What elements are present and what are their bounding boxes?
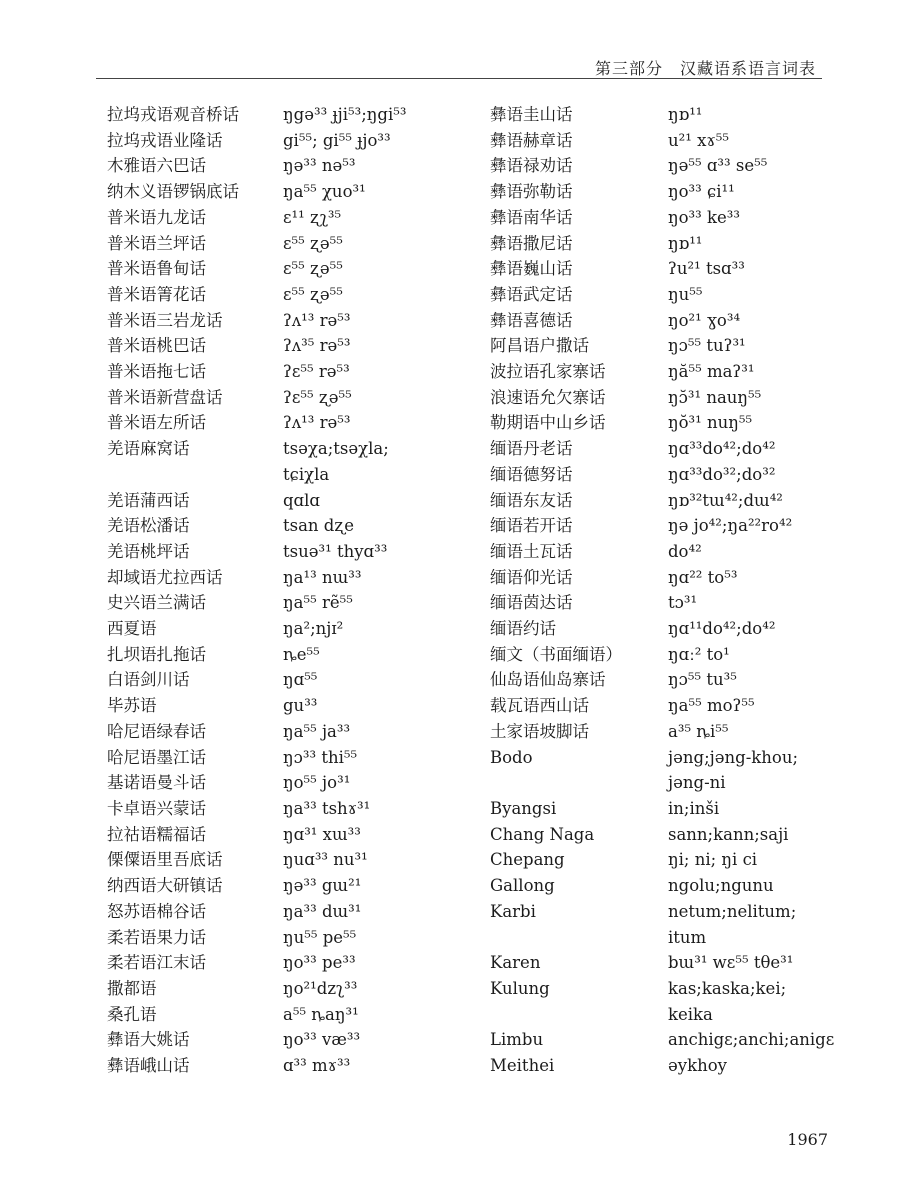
word-entry xyxy=(490,179,840,205)
word-entry xyxy=(107,205,462,231)
language-name: 羌语蒲西话 xyxy=(107,490,190,510)
language-name: 缅语德努话 xyxy=(490,464,573,484)
word-entry xyxy=(107,513,462,539)
word-entry xyxy=(107,950,462,976)
word-entry xyxy=(490,359,840,385)
language-name: 载瓦语西山话 xyxy=(490,696,589,716)
word-form: gu³³ xyxy=(283,696,318,716)
word-form: ŋa⁵⁵ ja³³ xyxy=(283,721,351,741)
word-entry xyxy=(107,1053,462,1079)
language-name: 普米语三岩龙话 xyxy=(107,310,223,330)
word-form: ŋɔ⁵⁵ tuʔ³¹ xyxy=(668,336,746,356)
word-form: ŋa²;njɪ² xyxy=(283,619,344,639)
word-entry xyxy=(490,642,840,668)
language-name: 普米语箐花话 xyxy=(107,284,206,304)
language-name: 缅语土瓦话 xyxy=(490,541,573,561)
language-name: 阿昌语户撒话 xyxy=(490,336,589,356)
language-name: 白语剑川话 xyxy=(107,670,190,690)
word-form: ʔʌ¹³ rə⁵³ xyxy=(283,413,351,433)
word-entry xyxy=(490,616,840,642)
word-form: in;inši xyxy=(668,798,720,818)
word-entry xyxy=(107,128,462,154)
word-form: ŋɑ¹¹do⁴²;do⁴² xyxy=(668,619,776,639)
word-form: ŋa⁵⁵ moʔ⁵⁵ xyxy=(668,696,755,716)
word-entry xyxy=(107,410,462,436)
word-entry xyxy=(490,590,840,616)
word-form: ŋo³³ ke³³ xyxy=(668,207,741,227)
language-name: Karen xyxy=(490,953,541,973)
word-entry xyxy=(490,719,840,745)
language-name: Chepang xyxy=(490,850,565,870)
word-entry xyxy=(107,436,462,487)
language-name: 哈尼语绿春话 xyxy=(107,721,206,741)
language-name: 缅语若开话 xyxy=(490,516,573,536)
language-name: 缅语茵达话 xyxy=(490,593,573,613)
word-entry xyxy=(107,333,462,359)
word-form: ŋo⁵⁵ jo³¹ xyxy=(283,773,351,793)
word-entry xyxy=(490,462,840,488)
word-entry xyxy=(490,231,840,257)
language-name: 普米语桃巴话 xyxy=(107,336,206,356)
language-name: 怒苏语棉谷话 xyxy=(107,901,206,921)
word-form: ŋɑ³³do⁴²;do⁴² xyxy=(668,439,776,459)
word-form: ŋi; ni; ŋi ci xyxy=(668,850,758,870)
word-entry xyxy=(107,873,462,899)
word-entry xyxy=(490,385,840,411)
word-form: ŋə³³ nə⁵³ xyxy=(283,156,356,176)
language-name: 缅语仰光话 xyxy=(490,567,573,587)
language-name: 普米语九龙话 xyxy=(107,207,206,227)
word-form: kas;kaska;kei; keika xyxy=(668,978,787,1024)
word-entry xyxy=(490,822,840,848)
word-entry xyxy=(490,513,840,539)
word-form: ŋɑː² to¹ xyxy=(668,644,730,664)
word-form: ŋə³³ gɯ²¹ xyxy=(283,876,362,896)
word-entry xyxy=(490,102,840,128)
word-form: ŋo³³ væ³³ xyxy=(283,1030,361,1050)
word-form: ŋɔ³³ thi⁵⁵ xyxy=(283,747,358,767)
word-entry xyxy=(490,976,840,1027)
language-name: 史兴语兰满话 xyxy=(107,593,206,613)
word-entry xyxy=(107,539,462,565)
word-form: ŋa¹³ nɯ³³ xyxy=(283,567,362,587)
word-entry xyxy=(107,693,462,719)
word-entry xyxy=(490,693,840,719)
word-form: a⁵⁵ ȵaŋ³¹ xyxy=(283,1004,359,1024)
word-form: ngolu;ngunu xyxy=(668,876,774,896)
language-name: 撒都语 xyxy=(107,978,157,998)
language-name: 彝语禄劝话 xyxy=(490,156,573,176)
word-form: ɛ¹¹ ʐʅ³⁵ xyxy=(283,207,342,227)
language-name: 普米语拖七话 xyxy=(107,362,206,382)
word-entry xyxy=(107,385,462,411)
word-form: ŋu⁵⁵ pe⁵⁵ xyxy=(283,927,357,947)
word-form: ɛ⁵⁵ ʐə⁵⁵ xyxy=(283,284,343,304)
word-form: ʔʌ¹³ rə⁵³ xyxy=(283,310,351,330)
word-entry xyxy=(490,1027,840,1053)
word-entry xyxy=(490,873,840,899)
word-form: bɯ³¹ wɛ⁵⁵ tθe³¹ xyxy=(668,953,794,973)
word-form: qɑlɑ xyxy=(283,490,320,510)
language-name: 羌语麻窝话 xyxy=(107,439,190,459)
word-entry xyxy=(490,565,840,591)
word-entry xyxy=(107,1027,462,1053)
word-entry xyxy=(107,745,462,771)
word-entry xyxy=(490,282,840,308)
word-entry xyxy=(107,179,462,205)
language-name: Limbu xyxy=(490,1030,544,1050)
word-form: ŋɒ³²tɯ⁴²;dɯ⁴² xyxy=(668,490,783,510)
language-name: Karbi xyxy=(490,901,536,921)
language-name: 桑孔语 xyxy=(107,1004,157,1024)
word-form: ŋgə³³ ɟji⁵³;ŋgi⁵³ xyxy=(283,105,407,124)
word-form: ŋŏ³¹ nuŋ⁵⁵ xyxy=(668,413,753,433)
word-form: ŋɑ²² to⁵³ xyxy=(668,567,738,587)
language-name: 彝语巍山话 xyxy=(490,259,573,279)
language-name: 普米语左所话 xyxy=(107,413,206,433)
word-form: ŋɒ¹¹ xyxy=(668,233,703,253)
language-name: 卡卓语兴蒙话 xyxy=(107,798,206,818)
word-form: a³⁵ ȵi⁵⁵ xyxy=(668,721,729,741)
word-entry xyxy=(107,256,462,282)
word-form: ȵe⁵⁵ xyxy=(283,644,320,664)
word-entry xyxy=(107,231,462,257)
language-name: 彝语圭山话 xyxy=(490,105,573,124)
word-form: ʔɛ⁵⁵ ʐə⁵⁵ xyxy=(283,387,352,407)
word-entry xyxy=(490,436,840,462)
right-column xyxy=(490,102,840,1079)
word-entry xyxy=(107,899,462,925)
language-name: 彝语赫章话 xyxy=(490,130,573,150)
word-entry xyxy=(107,1002,462,1028)
word-entry xyxy=(107,153,462,179)
left-column xyxy=(107,102,462,1079)
word-entry xyxy=(107,359,462,385)
word-entry xyxy=(107,616,462,642)
language-name: 缅语东友话 xyxy=(490,490,573,510)
word-form: anchigɛ;anchi;anigɛ xyxy=(668,1030,835,1050)
language-name: Bodo xyxy=(490,747,533,767)
word-entry xyxy=(107,925,462,951)
word-form: ɛ⁵⁵ ʐə⁵⁵ xyxy=(283,259,343,279)
language-name: 缅语丹老话 xyxy=(490,439,573,459)
word-form: do⁴² xyxy=(668,541,702,561)
word-form: ŋɑ³¹ xɯ³³ xyxy=(283,824,361,844)
word-entry xyxy=(490,950,840,976)
word-form: gi⁵⁵; gi⁵⁵ ɟjo³³ xyxy=(283,130,391,150)
word-form: əykhoy xyxy=(668,1056,727,1076)
word-entry xyxy=(490,410,840,436)
language-name: 勒期语中山乡话 xyxy=(490,413,606,433)
language-name: 扎坝语扎拖话 xyxy=(107,644,206,664)
word-form: netum;nelitum; itum xyxy=(668,901,797,947)
language-name: 拉祜语糯福话 xyxy=(107,824,206,844)
language-name: 土家语坡脚话 xyxy=(490,721,589,741)
word-form: u²¹ xɤ⁵⁵ xyxy=(668,130,729,150)
word-form: ŋo³³ pe³³ xyxy=(283,953,356,973)
word-form: ʔʌ³⁵ rə⁵³ xyxy=(283,336,351,356)
language-name: 仙岛语仙岛寨话 xyxy=(490,670,606,690)
language-name: Byangsi xyxy=(490,798,557,818)
word-entry xyxy=(490,899,840,950)
language-name: Kulung xyxy=(490,978,550,998)
running-header: 第三部分 汉藏语系语言词表 xyxy=(594,59,816,78)
header-rule xyxy=(96,78,822,79)
word-form: ŋa⁵⁵ χuo³¹ xyxy=(283,182,366,202)
language-name: Meithei xyxy=(490,1056,555,1076)
word-form: tsuə³¹ thyɑ³³ xyxy=(283,541,388,561)
language-name: 柔若语果力话 xyxy=(107,927,206,947)
word-form: jəng;jəng-khou; jəng-ni xyxy=(668,747,799,793)
page-number: 1967 xyxy=(787,1130,828,1149)
word-entry xyxy=(490,128,840,154)
language-name: 羌语松潘话 xyxy=(107,516,190,536)
word-form: ŋuɑ³³ nu³¹ xyxy=(283,850,368,870)
word-form: ŋă⁵⁵ maʔ³¹ xyxy=(668,362,755,382)
language-name: 缅语约话 xyxy=(490,619,556,639)
word-entry xyxy=(107,847,462,873)
word-form: tsəχa;tsəχla; tɕiχla xyxy=(283,439,389,484)
language-name: 傈僳语里吾底话 xyxy=(107,850,223,870)
word-form: ŋo³³ ɕi¹¹ xyxy=(668,182,735,202)
word-form: ŋa³³ dɯ³¹ xyxy=(283,901,362,921)
language-name: 彝语南华话 xyxy=(490,207,573,227)
language-name: 波拉语孔家寨话 xyxy=(490,362,606,382)
word-entry xyxy=(490,847,840,873)
language-name: 拉坞戎语观音桥话 xyxy=(107,105,239,124)
word-entry xyxy=(490,308,840,334)
word-entry xyxy=(107,282,462,308)
word-form: ŋa⁵⁵ rẽ⁵⁵ xyxy=(283,593,353,613)
language-name: 西夏语 xyxy=(107,619,157,639)
language-name: 彝语弥勒话 xyxy=(490,182,573,202)
word-form: ŋɒ¹¹ xyxy=(668,105,703,124)
word-entry xyxy=(490,333,840,359)
language-name: 柔若语江末话 xyxy=(107,953,206,973)
word-entry xyxy=(490,205,840,231)
word-entry xyxy=(107,102,462,128)
language-name: 哈尼语墨江话 xyxy=(107,747,206,767)
word-form: ɑ³³ mɤ³³ xyxy=(283,1056,351,1076)
word-entry xyxy=(490,488,840,514)
word-form: ɛ⁵⁵ ʐə⁵⁵ xyxy=(283,233,343,253)
word-entry xyxy=(107,822,462,848)
word-entry xyxy=(490,153,840,179)
language-name: Gallong xyxy=(490,876,555,896)
word-form: ŋɑ⁵⁵ xyxy=(283,670,318,690)
language-name: 纳西语大研镇话 xyxy=(107,876,223,896)
language-name: 拉坞戎语业隆话 xyxy=(107,130,223,150)
language-name: 彝语喜德话 xyxy=(490,310,573,330)
language-name: 却域语尤拉西话 xyxy=(107,567,223,587)
word-form: ŋa³³ tshɤ³¹ xyxy=(283,798,371,818)
language-name: 浪速语允欠寨话 xyxy=(490,387,606,407)
language-name: 缅文（书面缅语） xyxy=(490,644,622,664)
language-name: 纳木义语锣锅底话 xyxy=(107,182,239,202)
language-name: 彝语大姚话 xyxy=(107,1030,190,1050)
word-form: ŋɔ̆³¹ nauŋ⁵⁵ xyxy=(668,387,762,407)
word-entry xyxy=(107,976,462,1002)
word-form: ʔɛ⁵⁵ rə⁵³ xyxy=(283,362,350,382)
language-name: 普米语兰坪话 xyxy=(107,233,206,253)
language-name: 彝语撒尼话 xyxy=(490,233,573,253)
word-entry xyxy=(490,256,840,282)
word-entry xyxy=(107,488,462,514)
word-entry xyxy=(490,667,840,693)
word-form: ŋə⁵⁵ ɑ³³ se⁵⁵ xyxy=(668,156,768,176)
word-entry xyxy=(107,796,462,822)
word-form: tsan dʐe xyxy=(283,516,354,536)
word-form: ŋɔ⁵⁵ tu³⁵ xyxy=(668,670,737,690)
word-form: ŋu⁵⁵ xyxy=(668,284,703,304)
word-form: ŋɑ³³do³²;do³² xyxy=(668,464,776,484)
word-entry xyxy=(107,590,462,616)
language-name: 毕苏语 xyxy=(107,696,157,716)
word-form: ŋə jo⁴²;ŋa²²ro⁴² xyxy=(668,516,793,536)
word-entry xyxy=(107,770,462,796)
word-form: ŋo²¹ ɣo³⁴ xyxy=(668,310,741,330)
word-entry xyxy=(107,565,462,591)
word-entry xyxy=(490,539,840,565)
word-entry xyxy=(490,745,840,796)
language-name: 羌语桃坪话 xyxy=(107,541,190,561)
word-entry xyxy=(107,642,462,668)
word-form: sann;kann;saji xyxy=(668,824,789,844)
language-name: Chang Naga xyxy=(490,824,595,844)
word-entry xyxy=(490,796,840,822)
word-entry xyxy=(107,719,462,745)
language-name: 彝语武定话 xyxy=(490,284,573,304)
language-name: 彝语峨山话 xyxy=(107,1056,190,1076)
word-form: ʔu²¹ tsɑ³³ xyxy=(668,259,745,279)
language-name: 普米语鲁甸话 xyxy=(107,259,206,279)
word-form: tɔ³¹ xyxy=(668,593,698,613)
word-form: ŋo²¹dzʅ³³ xyxy=(283,978,358,998)
language-name: 普米语新营盘话 xyxy=(107,387,223,407)
word-entry xyxy=(107,308,462,334)
word-entry xyxy=(490,1053,840,1079)
language-name: 基诺语曼斗话 xyxy=(107,773,206,793)
language-name: 木雅语六巴话 xyxy=(107,156,206,176)
word-entry xyxy=(107,667,462,693)
